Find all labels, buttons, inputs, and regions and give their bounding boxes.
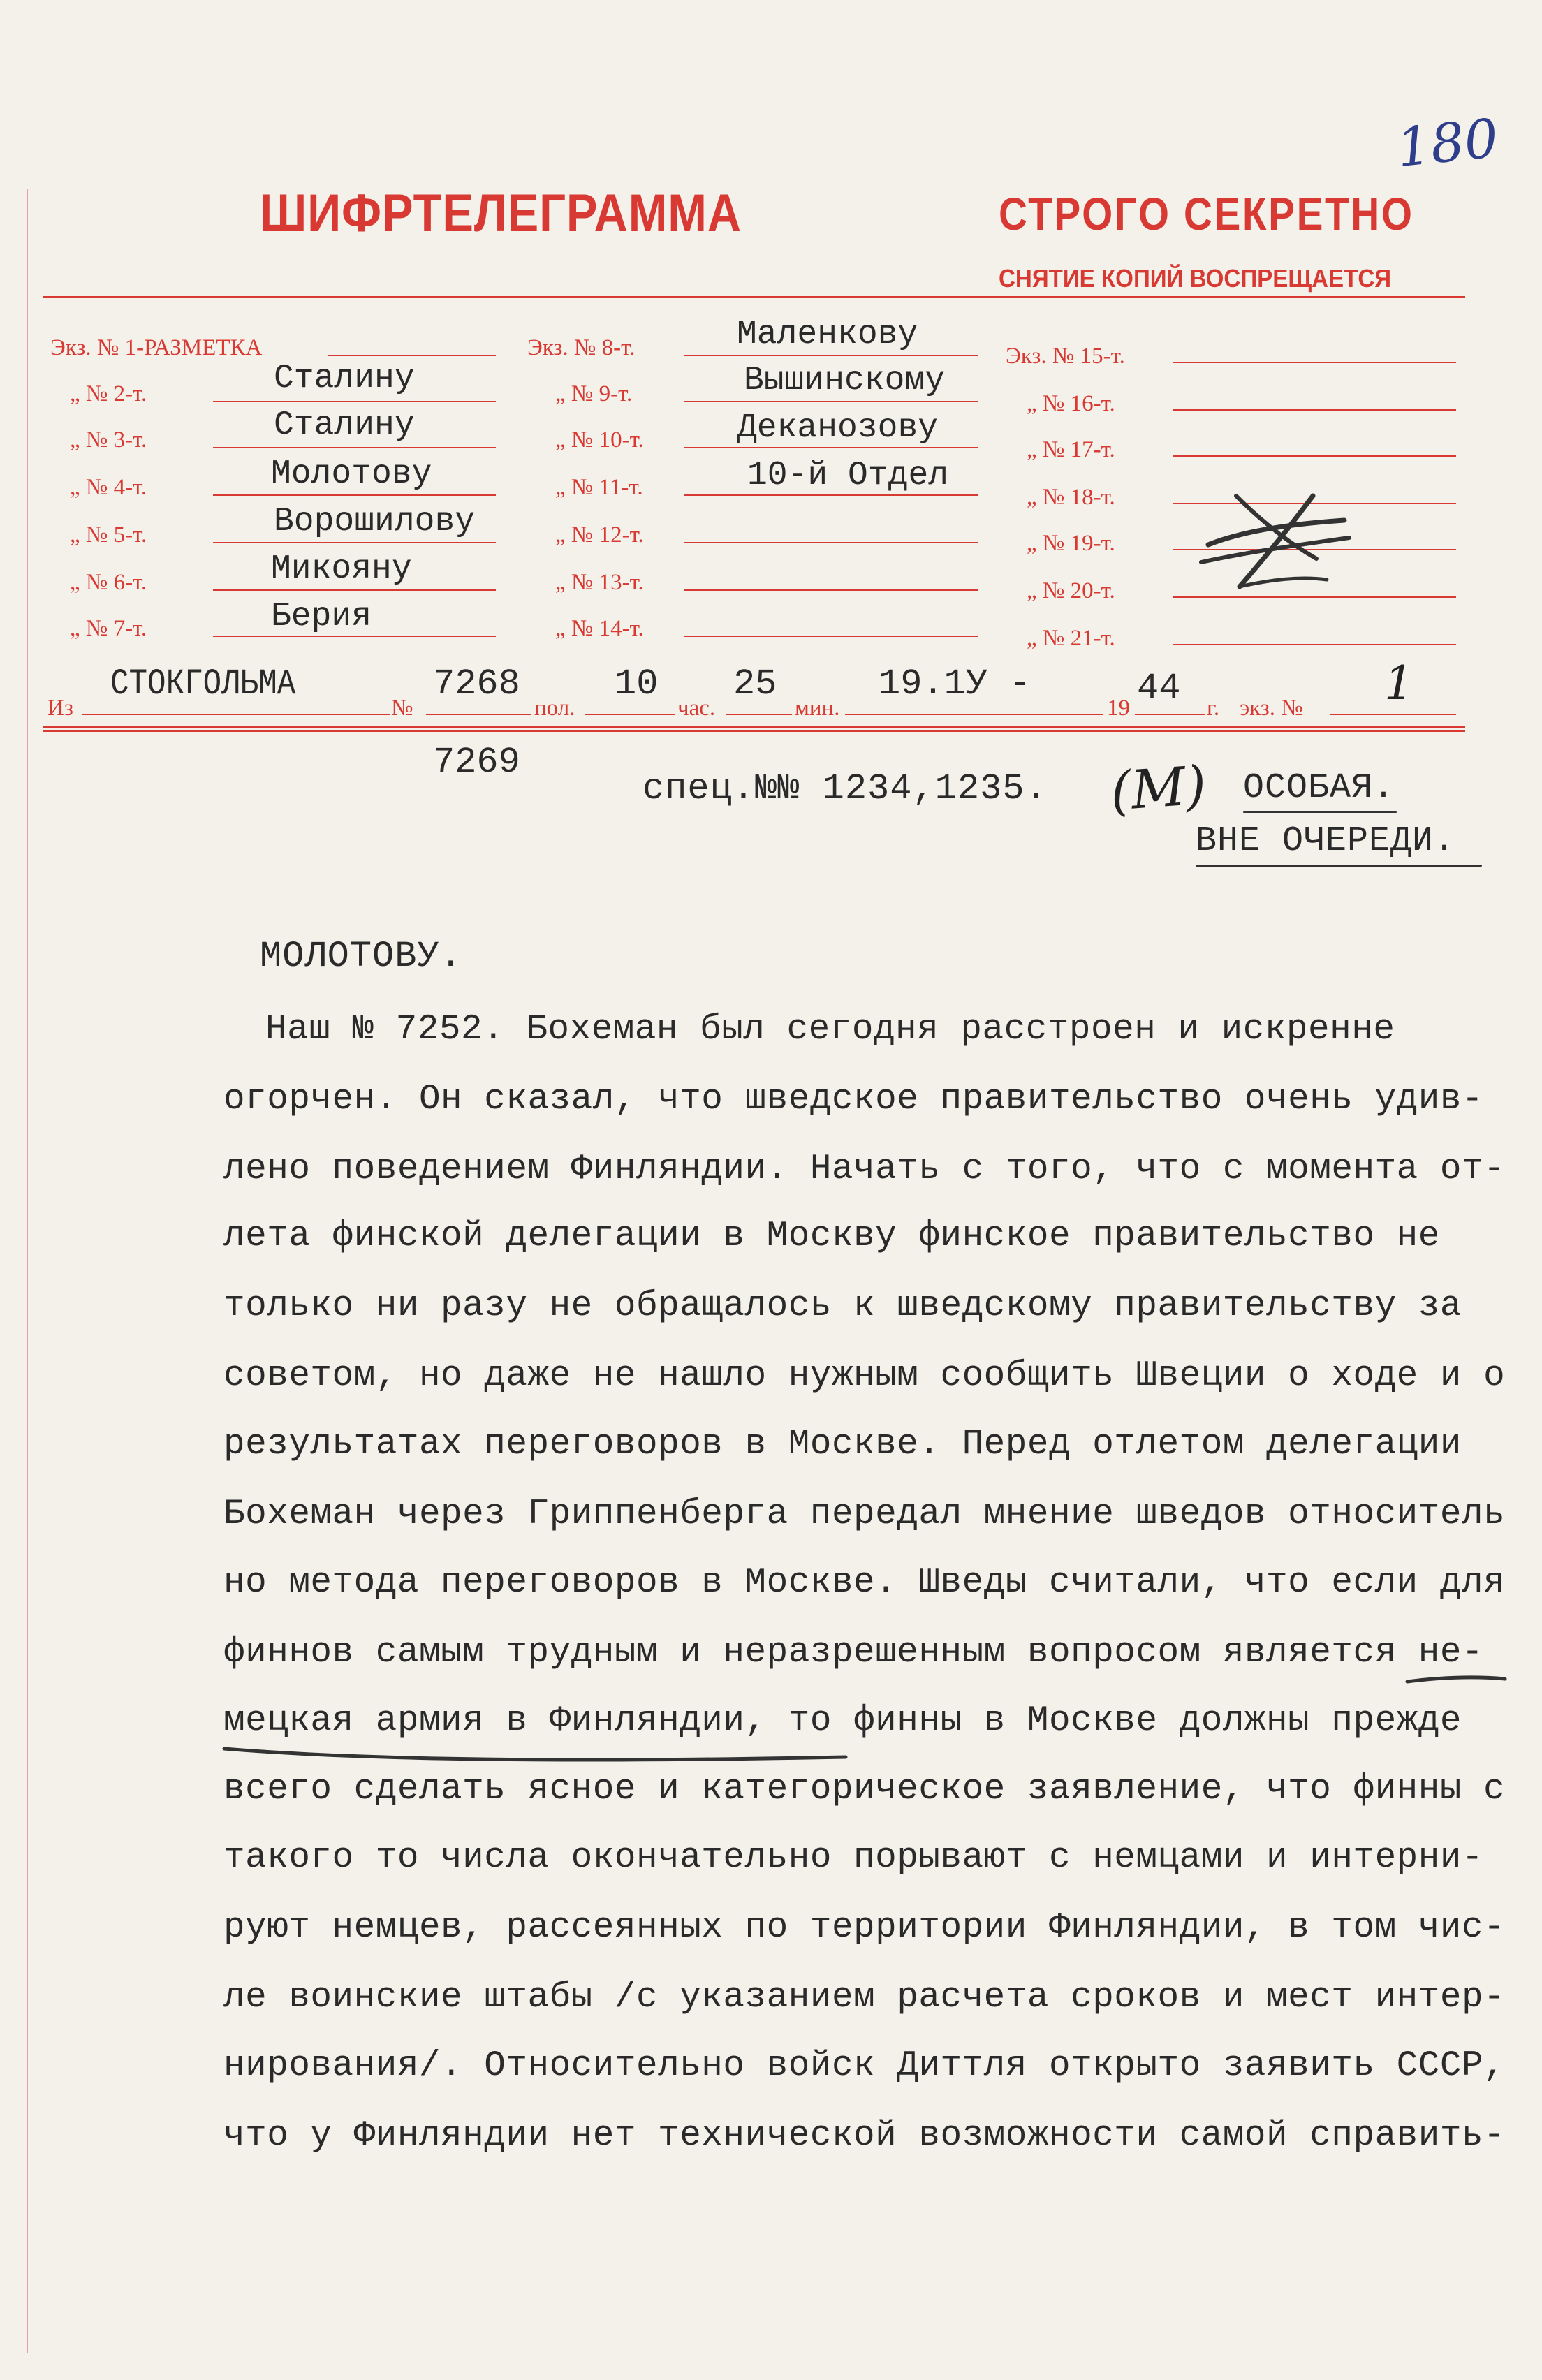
no-copy-notice: СНЯТИЕ КОПИЙ ВОСПРЕЩАЕТСЯ: [999, 264, 1392, 293]
dist-col1-label-5: „ № 5-т.: [70, 522, 147, 548]
body-line-11: мецкая армия в Финляндии, то финны в Москве должны прежде: [223, 1701, 1462, 1741]
pencil-underline-2: [221, 1736, 849, 1771]
body-line-15: ле воинские штабы /с указанием расчета сроков и мест интер-: [223, 1978, 1506, 2018]
body-line-10: финнов самым трудным и неразрешенным вопросом является не-: [223, 1633, 1484, 1673]
g-label: г.: [1207, 696, 1220, 721]
pol-label: пол.: [534, 696, 575, 721]
body-line-13: такого то числа окончательно порывают с немцами и интерни-: [223, 1838, 1484, 1878]
dist-col3-label-1: Экз. № 15-т.: [1006, 344, 1125, 369]
dist-col3-label-7: „ № 21-т.: [1027, 626, 1115, 651]
dist-col1-name-6: Микояну: [271, 550, 412, 588]
year-value: 44: [1137, 668, 1181, 709]
origin-underline: [82, 714, 390, 715]
telegram-number-2: 7269: [433, 742, 520, 783]
document-title: ШИФРТЕЛЕГРАММА: [260, 184, 742, 243]
number-label: №: [391, 696, 413, 721]
dist-col3-label-5: „ № 19-т.: [1027, 531, 1115, 556]
dist-col3-line-2: [1173, 409, 1456, 411]
dist-col2-label-4: „ № 11-т.: [555, 475, 643, 500]
dist-col2-label-3: „ № 10-т.: [555, 427, 644, 453]
priority-out-of-turn: ВНЕ ОЧЕРЕДИ.: [1196, 821, 1456, 861]
dist-col1-line-2: [213, 401, 496, 402]
year-underline: [1135, 714, 1205, 715]
dist-col2-name-4: 10-й Отдел: [747, 457, 949, 494]
dist-col2-name-1: Маленкову: [737, 316, 918, 353]
spec-numbers: спец.№№ 1234,1235.: [642, 768, 1048, 809]
handwritten-m: (М): [1108, 754, 1209, 823]
body-line-4: лета финской делегации в Москву финское правительство не: [223, 1217, 1440, 1256]
page-edge-stripe: [27, 189, 28, 2353]
body-line-12: всего сделать ясное и категорическое заявление, что финны с: [223, 1770, 1506, 1809]
dist-col1-line-7: [213, 636, 496, 637]
dist-col2-label-6: „ № 13-т.: [555, 570, 644, 595]
year-prefix: 19: [1107, 696, 1130, 721]
origin-city: СТОКГОЛЬМА: [110, 663, 296, 705]
dist-col1-line-5: [213, 542, 496, 543]
priority-out-of-turn-underline: [1196, 865, 1482, 867]
ekz-label: экз. №: [1240, 696, 1303, 721]
dist-col3-label-4: „ № 18-т.: [1027, 485, 1115, 510]
dist-col3-label-2: „ № 16-т.: [1027, 391, 1115, 416]
dist-col2-label-1: Экз. № 8-т.: [527, 335, 636, 360]
dist-col2-line-6: [684, 589, 978, 591]
date-value: 19.1У -: [879, 663, 1031, 705]
body-line-2: огорчен. Он сказал, что шведское правительство очень удив-: [223, 1080, 1484, 1119]
iz-label: Из: [47, 696, 73, 721]
dist-col2-line-2: [684, 401, 978, 402]
dist-col1-name-5: Ворошилову: [274, 503, 476, 541]
dist-col2-line-7: [684, 636, 978, 637]
body-line-14: руют немцев, рассеянных по территории Финляндии, в том чис-: [223, 1908, 1506, 1948]
dist-col2-label-5: „ № 12-т.: [555, 522, 644, 548]
dist-col1-name-2: Сталину: [274, 360, 415, 397]
addressee: МОЛОТОВУ.: [260, 936, 462, 977]
number-underline: [426, 714, 531, 715]
date-underline: [845, 714, 1103, 715]
dist-col1-name-4: Молотову: [271, 455, 432, 493]
body-line-5: только ни разу не обращалось к шведскому правительству за: [223, 1286, 1462, 1326]
dist-col2-line-3: [684, 447, 978, 448]
min-label: мин.: [795, 696, 840, 721]
hour-value: 10: [615, 663, 659, 705]
dist-col2-line-5: [684, 542, 978, 543]
hour-underline: [585, 714, 675, 715]
dist-col1-line-3: [213, 447, 496, 448]
body-line-6: советом, но даже не нашло нужным сообщить Швеции о ходе и о: [223, 1356, 1506, 1396]
dist-col3-line-7: [1173, 644, 1456, 645]
minutes-underline: [726, 714, 792, 715]
dist-col1-line-1: [328, 355, 496, 356]
dist-col1-name-3: Сталину: [274, 406, 415, 444]
dist-col1-label-3: „ № 3-т.: [70, 427, 147, 453]
dist-col3-label-6: „ № 20-т.: [1027, 578, 1115, 603]
priority-special-underline: [1243, 811, 1397, 813]
body-line-17: что у Финляндии нет технической возможности самой справить-: [223, 2116, 1506, 2156]
pencil-underline: [1404, 1668, 1508, 1696]
dist-col1-label-4: „ № 4-т.: [70, 475, 147, 500]
dist-col3-label-3: „ № 17-т.: [1027, 437, 1115, 462]
pencil-cross-mark: [1187, 482, 1355, 601]
priority-special: ОСОБАЯ.: [1243, 768, 1395, 808]
copy-underline: [1330, 714, 1456, 715]
body-line-3: лено поведением Финляндии. Начать с того, что с момента от-: [223, 1149, 1506, 1189]
dist-col1-label-7: „ № 7-т.: [70, 616, 147, 641]
header-rule-bottom: [43, 730, 1465, 732]
body-line-8: Бохеман через Гриппенберга передал мнение шведов относитель: [223, 1494, 1506, 1534]
body-line-7: результатах переговоров в Москве. Перед отлетом делегации: [223, 1425, 1462, 1464]
telegram-number: 7268: [433, 663, 520, 705]
dist-col3-line-3: [1173, 455, 1456, 457]
copy-number: 1: [1384, 656, 1414, 710]
dist-col2-name-2: Вышинскому: [744, 362, 946, 399]
dist-col3-line-1: [1173, 362, 1456, 363]
dist-col2-label-2: „ № 9-т.: [555, 381, 633, 406]
dist-col2-line-4: [684, 494, 978, 496]
chas-label: час.: [677, 696, 716, 721]
dist-col1-label-1: Экз. № 1-РАЗМЕТКА: [50, 335, 263, 360]
dist-col2-name-3: Деканозову: [737, 409, 939, 447]
body-line-16: нирования/. Относительно войск Диттля открыто заявить СССР,: [223, 2046, 1506, 2086]
body-line-1: Наш № 7252. Бохеман был сегодня расстроен и искренне: [265, 1010, 1395, 1050]
secret-stamp: СТРОГО СЕКРЕТНО: [999, 188, 1414, 240]
body-line-9: но метода переговоров в Москве. Шведы считали, что если для: [223, 1563, 1506, 1603]
dist-col1-name-7: Берия: [271, 598, 372, 636]
dist-col1-label-6: „ № 6-т.: [70, 570, 147, 595]
archive-number: 180: [1393, 106, 1501, 179]
dist-col1-label-2: „ № 2-т.: [70, 381, 147, 406]
minutes-value: 25: [733, 663, 777, 705]
header-rule-mid: [43, 726, 1465, 728]
dist-col1-line-6: [213, 589, 496, 591]
header-rule-top: [43, 296, 1465, 298]
dist-col2-line-1: [684, 355, 978, 356]
dist-col1-line-4: [213, 494, 496, 496]
dist-col2-label-7: „ № 14-т.: [555, 616, 644, 641]
